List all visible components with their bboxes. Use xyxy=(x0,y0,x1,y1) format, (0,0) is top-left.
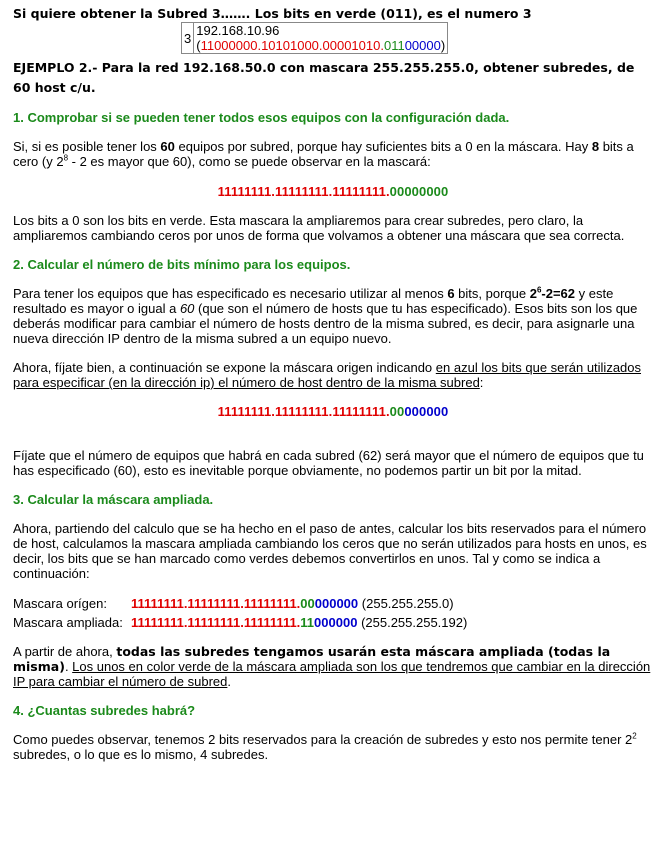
section-2-title: 2. Calcular el número de bits mínimo para los equipos. xyxy=(13,257,351,272)
section-4-title: 4. ¿Cuantas subredes habrá? xyxy=(13,703,196,718)
mask-extended-row: Mascara ampliada: 11111111.11111111.11111111.11000000 (255.255.255.192) xyxy=(13,615,468,630)
ip-bits-red: 11000000.10101000.00001010. xyxy=(200,38,384,53)
section-1-paragraph-1: Si, si es posible tener los 60 equipos por subred, porque hay suficientes bits a 0 en la máscara. Hay 8 bits a cero (y $2^8 - 2$ es mayor que 60), como se puede observar en la mascará: xyxy=(13,139,634,169)
section-3-title: 3. Calcular la máscara ampliada. xyxy=(13,492,214,507)
ip-bits-blue: 00000 xyxy=(404,38,441,53)
ip-box xyxy=(181,22,448,54)
ip-box-bits: (11000000.10101000.00001010.01100000) xyxy=(196,38,446,53)
section-3-paragraph-1: Ahora, partiendo del calculo que se ha hecho en el paso de antes, calcular los bits reservados para el número de host, calculamos la mascara ampliada cambiando los ceros que no serán utilizados para hosts en unos, es decir, los bits que se han marcado como verdes debemos convertirlos en unos. Tal y como se indica a continuación: xyxy=(13,521,647,581)
section-3-paragraph-2: A partir de ahora, todas las subredes tengamos usarán esta máscara ampliada (todas la misma). Los unos en color verde de la máscara ampliada son los que tendremos que cambiar en la dirección IP para cambiar el número de subred. xyxy=(13,644,651,689)
section-2-paragraph-2: Ahora, fíjate bien, a continuación se expone la máscara origen indicando en azul los bits que serán utilizados para especificar (en la dirección ip) el número de host dentro de la misma subred: xyxy=(13,360,642,390)
ip-box-index: 3 xyxy=(182,23,194,54)
ip-box-ip: 192.168.10.96 xyxy=(196,23,280,38)
section-2-paragraph-3: Fíjate que el número de equipos que habrá en cada subred (62) será mayor que el número de equipos que tu has especificado (60), esto es inevitable porque obviamente, no podemos partir un bit por la mitad. xyxy=(13,448,644,478)
section-1-paragraph-2: Los bits a 0 son los bits en verde. Esta mascara la ampliaremos para crear subredes, pero claro, la ampliaremos cambiando ceros por unos de forma que volvamos a obtener una máscara que sea correcta. xyxy=(13,213,625,243)
section-2-mask: 11111111.11111111.11111111.00000000 xyxy=(217,404,449,419)
section-1-title: 1. Comprobar si se pueden tener todos esos equipos con la configuración dada. xyxy=(13,110,510,125)
section-2-paragraph-1: Para tener los equipos que has especificado es necesario utilizar al menos 6 bits, porque $2^6-2=62$ y este resultado es mayor o igual a 60 (que son el número de hosts que tu has especificado). Esos bits son los que deberás modificar para cambiar el número de hosts dentro de la misma subred, es decir, para asignarle una nueva dirección IP dentro de la misma subred a un equipo nuevo. xyxy=(13,285,638,346)
ip-bits-green: 011 xyxy=(383,38,405,53)
mask-original-row: Mascara orígen: 11111111.11111111.11111111.00000000 (255.255.255.0) xyxy=(13,596,454,611)
intro-heading: Si quiere obtener la Subred 3……. Los bits en verde (011), es el numero 3 xyxy=(13,6,532,21)
ip-box-content xyxy=(194,23,448,54)
section-1-mask: 11111111.11111111.11111111.00000000 xyxy=(217,184,449,199)
example-heading: EJEMPLO 2.- Para la red 192.168.50.0 con mascara 255.255.255.0, obtener subredes, de 60 host c/u. xyxy=(13,60,635,95)
section-4-paragraph-1: Como puedes observar, tenemos 2 bits reservados para la creación de subredes y esto nos permite tener $2^2$ subredes, o lo que es lo mismo, 4 subredes. xyxy=(13,731,637,762)
